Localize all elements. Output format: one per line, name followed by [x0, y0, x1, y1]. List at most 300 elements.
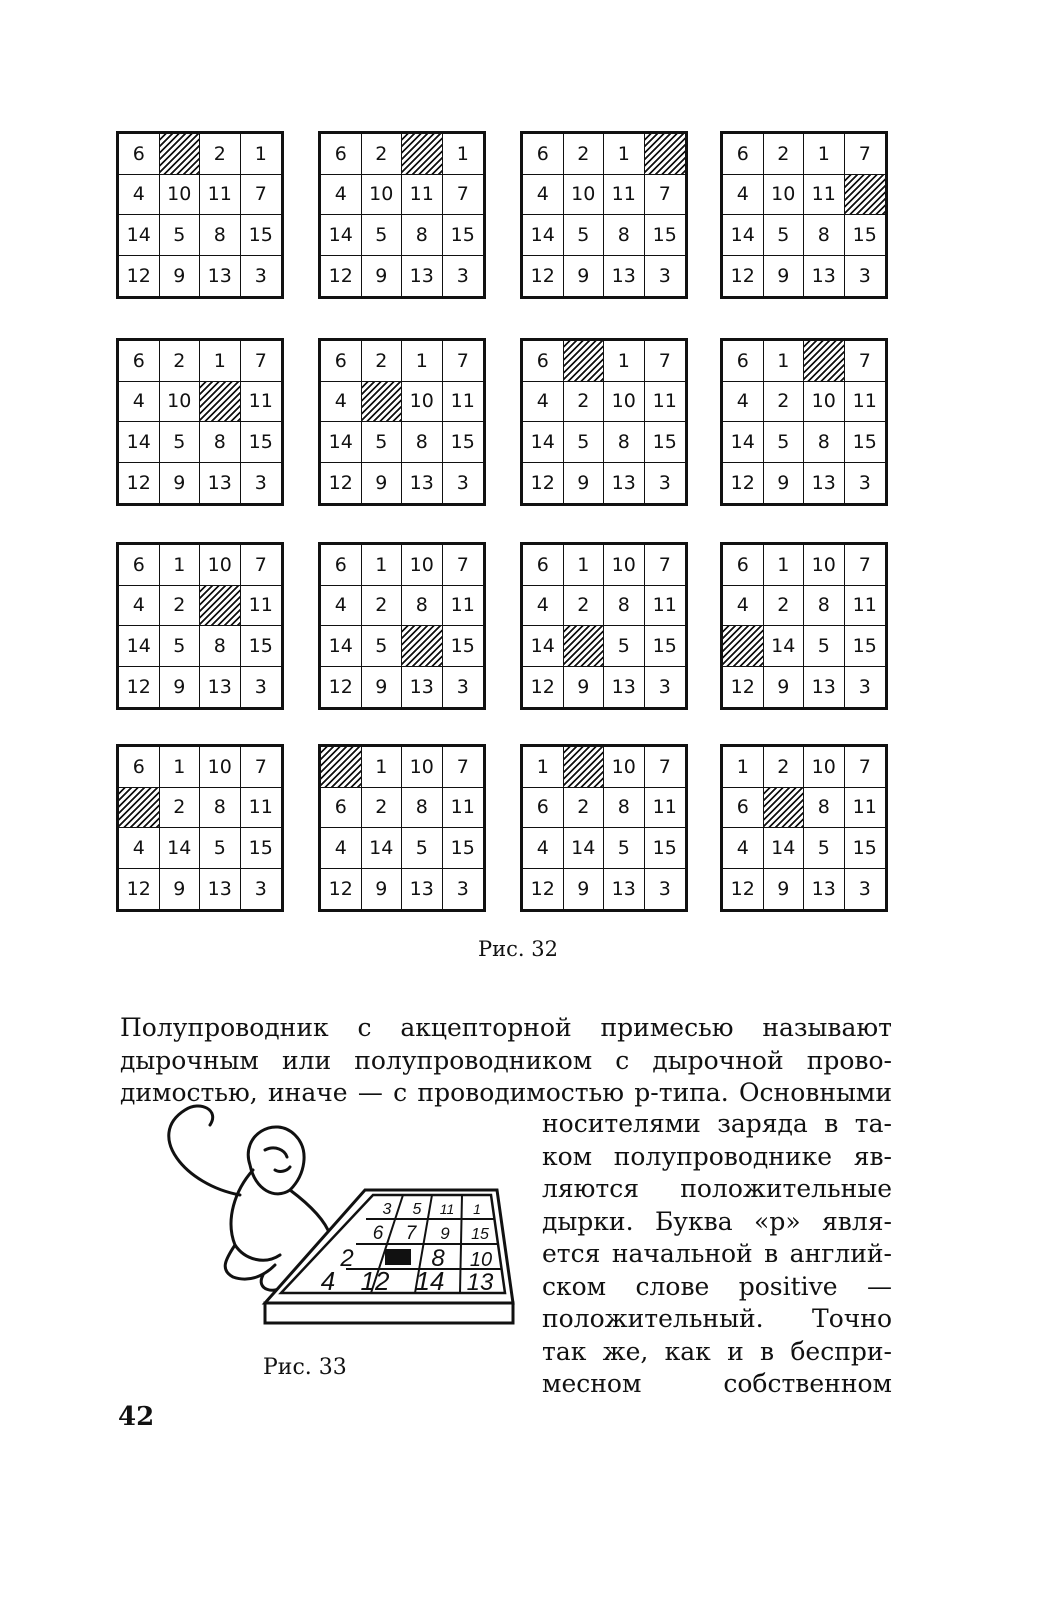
puzzle-grid	[318, 542, 486, 710]
grid-cell: 11	[845, 586, 886, 627]
puzzle-grid	[720, 542, 888, 710]
grid-cell: 15	[645, 626, 686, 667]
grid-cell: 15	[845, 828, 886, 869]
grid-cell: 8	[804, 586, 845, 627]
grid-cell: 13	[604, 869, 645, 910]
grid-cell: 12	[119, 463, 160, 504]
grid-cell: 10	[804, 545, 845, 586]
grid-cell: 13	[402, 869, 443, 910]
grid-cell: 10	[764, 175, 805, 216]
text-line: ском слове positive —	[542, 1271, 892, 1301]
grid-cell: 8	[402, 215, 443, 256]
grid-cell: 2	[362, 341, 403, 382]
grid-cell: 5	[402, 828, 443, 869]
text-line: носителями заряда в та-	[542, 1109, 892, 1138]
grid-cell: 1	[160, 747, 201, 788]
grid-cell: 10	[604, 747, 645, 788]
text-line: дырки. Буква «р» явля-	[542, 1206, 892, 1236]
grid-cell: 8	[604, 788, 645, 829]
grid-cell: 14	[564, 828, 605, 869]
grid-cell: 13	[200, 256, 241, 297]
puzzle-grid	[116, 131, 284, 299]
grid-cell: 5	[362, 422, 403, 463]
grid-cell: 13	[604, 463, 645, 504]
grid-cell: 11	[443, 586, 484, 627]
grid-cell: 8	[804, 422, 845, 463]
puzzle-grid	[318, 338, 486, 506]
grid-cell: 3	[456, 264, 469, 287]
grid-cell: 12	[119, 869, 160, 910]
grid-cell: 9	[160, 667, 201, 708]
empty-cell	[564, 747, 605, 788]
grid-cell: 3	[858, 264, 871, 287]
grid-cell: 12	[523, 256, 564, 297]
board-number: 8	[431, 1245, 445, 1272]
grid-cell: 2	[764, 382, 805, 423]
grid-cell: 8	[402, 788, 443, 829]
grid-cell: 7	[443, 545, 484, 586]
grid-cell: 15	[443, 422, 484, 463]
puzzle-grid	[720, 744, 888, 912]
grid-cell: 14	[160, 828, 201, 869]
grid-cell: 13	[402, 463, 443, 504]
monkey-head	[248, 1127, 304, 1194]
grid-cell: 10	[402, 747, 443, 788]
grid-cell: 1	[723, 747, 764, 788]
grid-cell: 6	[119, 747, 160, 788]
grid-cell: 11	[443, 382, 484, 423]
grid-cell: 13	[604, 256, 645, 297]
grid-cell: 2	[362, 134, 403, 175]
grid-cell: 9	[564, 463, 605, 504]
text-line: Полупроводник с акцепторной примесью называют	[120, 1013, 892, 1042]
empty-cell	[804, 341, 845, 382]
grid-cell: 15	[645, 215, 686, 256]
grid-cell: 11	[604, 175, 645, 216]
grid-cell: 15	[241, 422, 282, 463]
grid-cell: 3	[858, 471, 871, 494]
board-number: 5	[412, 1201, 422, 1218]
grid-cell: 12	[321, 463, 362, 504]
grid-cell: 12	[723, 463, 764, 504]
grid-cell: 15	[443, 215, 484, 256]
grid-cell: 7	[645, 341, 686, 382]
grid-cell: 5	[764, 422, 805, 463]
board-number: 3	[382, 1201, 392, 1218]
grid-cell: 11	[845, 382, 886, 423]
grid-cell: 11	[241, 382, 282, 423]
grid-cell: 10	[200, 747, 241, 788]
grid-cell: 4	[321, 586, 362, 627]
grid-cell: 4	[523, 175, 564, 216]
grid-cell: 15	[845, 422, 886, 463]
grid-cell: 14	[362, 828, 403, 869]
grid-cell: 15	[241, 828, 282, 869]
board-number: 15	[471, 1226, 489, 1243]
grid-cell: 9	[764, 667, 805, 708]
grid-cell: 3	[858, 675, 871, 698]
grid-cell: 12	[723, 869, 764, 910]
board-number: 4	[320, 1266, 336, 1296]
grid-cell: 15	[443, 828, 484, 869]
grid-cell: 2	[564, 788, 605, 829]
paragraph-column	[542, 1108, 892, 1401]
grid-cell: 1	[241, 134, 282, 175]
grid-cell: 8	[604, 586, 645, 627]
grid-cell: 9	[564, 256, 605, 297]
puzzle-board	[265, 1190, 513, 1323]
monkey-tail	[169, 1106, 240, 1195]
grid-cell: 14	[119, 422, 160, 463]
figure-33-monkey-illustration	[125, 1095, 525, 1345]
text-line: месном собственном	[542, 1369, 892, 1398]
grid-cell: 3	[254, 877, 267, 900]
grid-cell: 6	[723, 788, 764, 829]
grid-cell: 4	[723, 586, 764, 627]
grid-cell: 14	[119, 626, 160, 667]
grid-cell: 4	[321, 382, 362, 423]
figure-33-caption: Рис. 33	[263, 1355, 347, 1380]
grid-cell: 7	[645, 747, 686, 788]
grid-cell: 12	[321, 667, 362, 708]
grid-cell: 9	[160, 256, 201, 297]
grid-cell: 7	[845, 341, 886, 382]
grid-cell: 3	[658, 264, 671, 287]
grid-cell: 1	[804, 134, 845, 175]
grid-cell: 7	[241, 545, 282, 586]
grid-cell: 6	[321, 788, 362, 829]
grid-cell: 10	[160, 382, 201, 423]
grid-cell: 9	[564, 667, 605, 708]
grid-cell: 12	[523, 667, 564, 708]
grid-cell: 14	[764, 626, 805, 667]
grid-cell: 2	[362, 788, 403, 829]
grid-cell: 4	[119, 586, 160, 627]
grid-cell: 9	[160, 463, 201, 504]
grid-cell: 14	[321, 422, 362, 463]
grid-cell: 7	[845, 747, 886, 788]
grid-cell: 15	[241, 215, 282, 256]
grid-cell: 7	[645, 545, 686, 586]
empty-cell	[564, 626, 605, 667]
grid-cell: 13	[804, 463, 845, 504]
page-number: 42	[118, 1402, 155, 1432]
grid-cell: 8	[604, 215, 645, 256]
grid-cell: 7	[241, 175, 282, 216]
grid-cell: 12	[321, 256, 362, 297]
puzzle-grid	[520, 131, 688, 299]
grid-cell: 3	[254, 264, 267, 287]
grid-cell: 6	[523, 788, 564, 829]
grid-cell: 10	[160, 175, 201, 216]
grid-cell: 12	[523, 463, 564, 504]
empty-cell	[723, 626, 764, 667]
puzzle-grid	[520, 542, 688, 710]
grid-cell: 2	[764, 134, 805, 175]
grid-cell: 11	[845, 788, 886, 829]
grid-cell: 13	[200, 463, 241, 504]
grid-cell: 13	[200, 869, 241, 910]
puzzle-grid	[318, 131, 486, 299]
grid-cell: 6	[321, 341, 362, 382]
grid-cell: 6	[119, 341, 160, 382]
grid-cell: 11	[645, 382, 686, 423]
grid-cell: 8	[604, 422, 645, 463]
grid-cell: 15	[645, 828, 686, 869]
grid-cell: 2	[362, 586, 403, 627]
grid-cell: 15	[241, 626, 282, 667]
grid-cell: 5	[200, 828, 241, 869]
text-line: ком полупроводнике яв-	[542, 1141, 892, 1171]
grid-cell: 1	[564, 545, 605, 586]
grid-cell: 9	[362, 869, 403, 910]
grid-cell: 9	[764, 869, 805, 910]
grid-cell: 7	[443, 341, 484, 382]
board-number: 9	[440, 1224, 450, 1243]
grid-cell: 2	[160, 341, 201, 382]
board-number: 6	[372, 1223, 384, 1244]
grid-cell: 1	[200, 341, 241, 382]
grid-cell: 7	[645, 175, 686, 216]
empty-cell	[119, 788, 160, 829]
grid-cell: 14	[523, 215, 564, 256]
grid-cell: 15	[443, 626, 484, 667]
empty-cell	[645, 134, 686, 175]
grid-cell: 2	[764, 586, 805, 627]
grid-cell: 13	[804, 667, 845, 708]
grid-cell: 8	[200, 626, 241, 667]
grid-cell: 15	[845, 626, 886, 667]
grid-cell: 9	[764, 463, 805, 504]
grid-cell: 2	[160, 586, 201, 627]
grid-cell: 7	[443, 747, 484, 788]
grid-cell: 7	[845, 545, 886, 586]
grid-cell: 14	[321, 626, 362, 667]
grid-cell: 14	[119, 215, 160, 256]
text-line: положительный. Точно	[542, 1304, 892, 1333]
text-line: так же, как и в беспри-	[542, 1336, 892, 1366]
grid-cell: 12	[723, 256, 764, 297]
grid-cell: 6	[523, 545, 564, 586]
grid-cell: 5	[362, 215, 403, 256]
grid-cell: 6	[723, 545, 764, 586]
grid-cell: 10	[200, 545, 241, 586]
grid-cell: 3	[658, 877, 671, 900]
grid-cell: 1	[764, 545, 805, 586]
grid-cell: 7	[443, 175, 484, 216]
grid-cell: 10	[804, 747, 845, 788]
grid-cell: 8	[804, 788, 845, 829]
grid-cell: 1	[402, 341, 443, 382]
grid-cell: 1	[362, 747, 403, 788]
grid-cell: 5	[764, 215, 805, 256]
puzzle-grid	[116, 542, 284, 710]
grid-cell: 1	[523, 747, 564, 788]
grid-cell: 13	[402, 667, 443, 708]
grid-cell: 10	[804, 382, 845, 423]
grid-cell: 3	[658, 675, 671, 698]
grid-cell: 11	[241, 586, 282, 627]
grid-cell: 1	[160, 545, 201, 586]
grid-cell: 5	[362, 626, 403, 667]
grid-cell: 5	[564, 215, 605, 256]
empty-cell	[160, 134, 201, 175]
grid-cell: 9	[362, 667, 403, 708]
grid-cell: 6	[119, 545, 160, 586]
grid-cell: 5	[604, 828, 645, 869]
puzzle-grid	[720, 338, 888, 506]
grid-cell: 6	[723, 134, 764, 175]
grid-cell: 6	[523, 341, 564, 382]
figure-32-caption: Рис. 32	[478, 937, 558, 961]
grid-cell: 9	[362, 256, 403, 297]
grid-cell: 14	[523, 626, 564, 667]
grid-cell: 10	[564, 175, 605, 216]
grid-cell: 4	[723, 175, 764, 216]
grid-cell: 9	[362, 463, 403, 504]
grid-cell: 2	[564, 586, 605, 627]
grid-cell: 6	[321, 545, 362, 586]
grid-cell: 3	[456, 675, 469, 698]
board-number: 2	[340, 1245, 354, 1272]
grid-cell: 15	[645, 422, 686, 463]
grid-cell: 11	[645, 586, 686, 627]
grid-cell: 8	[200, 215, 241, 256]
grid-cell: 4	[119, 382, 160, 423]
grid-cell: 11	[402, 175, 443, 216]
grid-cell: 15	[845, 215, 886, 256]
grid-cell: 14	[764, 828, 805, 869]
text-line: ется начальной в англий-	[542, 1239, 892, 1268]
puzzle-grid	[318, 744, 486, 912]
grid-cell: 8	[200, 788, 241, 829]
grid-cell: 6	[119, 134, 160, 175]
grid-cell: 13	[804, 869, 845, 910]
grid-cell: 14	[723, 422, 764, 463]
grid-cell: 13	[804, 256, 845, 297]
puzzle-grid	[116, 744, 284, 912]
empty-cell	[200, 586, 241, 627]
grid-cell: 11	[241, 788, 282, 829]
grid-cell: 2	[564, 134, 605, 175]
board-number: 13	[466, 1269, 494, 1296]
puzzle-grid	[520, 338, 688, 506]
grid-cell: 12	[523, 869, 564, 910]
puzzle-grid	[520, 744, 688, 912]
puzzle-grid	[116, 338, 284, 506]
empty-cell	[200, 382, 241, 423]
grid-cell: 5	[160, 215, 201, 256]
board-number: 7	[405, 1223, 417, 1244]
grid-cell: 1	[443, 134, 484, 175]
grid-cell: 12	[723, 667, 764, 708]
grid-cell: 14	[723, 215, 764, 256]
grid-cell: 9	[160, 869, 201, 910]
board-number: 14	[415, 1266, 445, 1296]
grid-cell: 3	[254, 471, 267, 494]
text-line: ляются положительные	[542, 1174, 892, 1203]
puzzle-grid	[720, 131, 888, 299]
grid-cell: 4	[523, 828, 564, 869]
grid-cell: 7	[241, 747, 282, 788]
empty-cell	[764, 788, 805, 829]
grid-cell: 4	[321, 175, 362, 216]
grid-cell: 4	[723, 382, 764, 423]
board-number: 11	[439, 1201, 455, 1217]
monkey-body	[231, 1170, 280, 1260]
grid-cell: 9	[564, 869, 605, 910]
grid-cell: 4	[119, 828, 160, 869]
board-number: 1	[473, 1201, 481, 1217]
grid-cell: 10	[604, 545, 645, 586]
text-line: дырочным или полупроводником с дырочной прово-	[120, 1045, 892, 1075]
empty-slot	[385, 1249, 411, 1265]
grid-cell: 6	[723, 341, 764, 382]
grid-cell: 11	[200, 175, 241, 216]
grid-cell: 3	[456, 471, 469, 494]
grid-cell: 4	[119, 175, 160, 216]
grid-cell: 11	[804, 175, 845, 216]
empty-cell	[845, 175, 886, 216]
grid-cell: 5	[160, 626, 201, 667]
grid-cell: 12	[119, 256, 160, 297]
grid-cell: 14	[523, 422, 564, 463]
grid-cell: 13	[604, 667, 645, 708]
grid-cell: 5	[804, 828, 845, 869]
grid-cell: 13	[402, 256, 443, 297]
grid-cell: 13	[200, 667, 241, 708]
empty-cell	[321, 747, 362, 788]
grid-cell: 8	[200, 422, 241, 463]
grid-cell: 7	[241, 341, 282, 382]
grid-cell: 1	[764, 341, 805, 382]
grid-cell: 1	[604, 341, 645, 382]
empty-cell	[402, 134, 443, 175]
grid-cell: 11	[645, 788, 686, 829]
board-number: 10	[469, 1249, 493, 1271]
grid-cell: 7	[845, 134, 886, 175]
grid-cell: 10	[402, 545, 443, 586]
grid-cell: 8	[804, 215, 845, 256]
empty-cell	[402, 626, 443, 667]
grid-cell: 8	[402, 422, 443, 463]
grid-cell: 12	[119, 667, 160, 708]
grid-cell: 3	[658, 471, 671, 494]
grid-cell: 12	[321, 869, 362, 910]
grid-cell: 2	[564, 382, 605, 423]
grid-cell: 1	[604, 134, 645, 175]
grid-cell: 5	[564, 422, 605, 463]
text-line: димостью, иначе — с проводимостью р-типа. Основными	[120, 1078, 892, 1107]
grid-cell: 2	[200, 134, 241, 175]
grid-cell: 4	[523, 586, 564, 627]
monkey-leg	[225, 1245, 275, 1279]
grid-cell: 3	[254, 675, 267, 698]
grid-cell: 9	[764, 256, 805, 297]
grid-cell: 4	[523, 382, 564, 423]
grid-cell: 4	[723, 828, 764, 869]
grid-cell: 2	[764, 747, 805, 788]
empty-cell	[564, 341, 605, 382]
grid-cell: 10	[362, 175, 403, 216]
grid-cell: 10	[604, 382, 645, 423]
grid-cell: 14	[321, 215, 362, 256]
grid-cell: 2	[160, 788, 201, 829]
grid-cell: 10	[402, 382, 443, 423]
grid-cell: 3	[456, 877, 469, 900]
grid-cell: 6	[321, 134, 362, 175]
grid-cell: 4	[321, 828, 362, 869]
